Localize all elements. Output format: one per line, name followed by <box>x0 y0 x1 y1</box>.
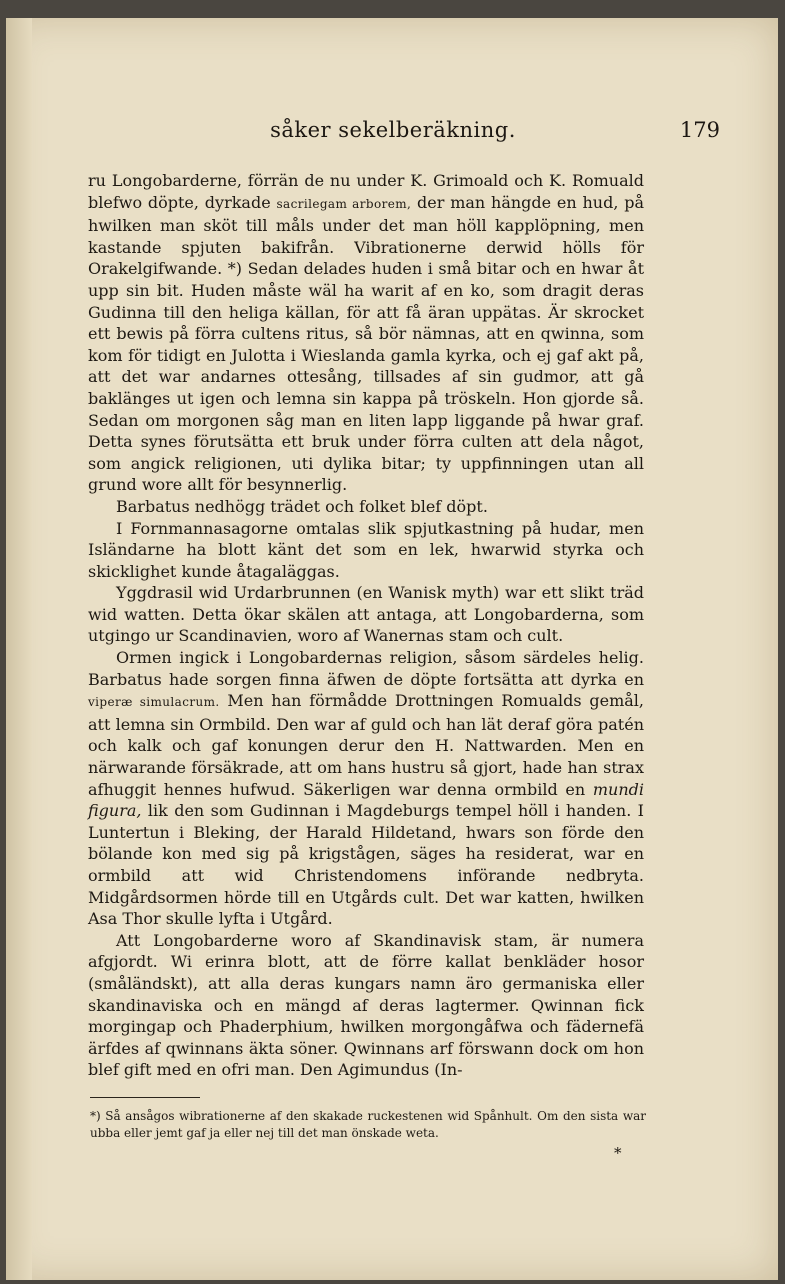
body-text <box>88 170 644 1081</box>
paragraph-5 <box>88 647 644 930</box>
paragraph-5-text-b: Men han förmådde Drottningen Romualds gemål, att lemna sin Ormbild. Den war af guld och han lät deraf göra patén och kalk och gaf konungen derur den H. Nattwarden. Men en närwarande försäkrade, att om hans hustru så gjort, hade han strax afhuggit hennes hufwud. Säkerligen war denna ormbild en <box>88 691 645 799</box>
paragraph-1 <box>88 170 644 496</box>
book-page <box>6 18 778 1280</box>
running-head: såker sekelberäkning. <box>270 118 516 142</box>
paragraph-1-text-b: der man hängde en hud, på hwilken man sköt till måls under det man höll kapplöpning, men kastande spjuten bakifrån. Vibrationerne derwid hölls för Orakelgifwande. *) Sedan delades huden i små bitar och en hwar åt upp sin bit. Huden måste wäl ha warit af en ko, som dragit deras Gudinna till den heliga källan, för att få äran uppätas. Är skrocket ett bewis på förra cultens ritus, så bör nämnas, att en qwinna, som kom för tidigt en Julotta i Wieslanda gamla kyrka, och ej gaf akt på, att det war andarnes ottesång, tillsades af sin gudmor, att gå baklänges ut igen och lemna sin kappa på tröskeln. Hon gjorde så. Sedan om morgonen såg man en liten lapp liggande på hwar graf. Detta synes förutsätta ett bruk under förra culten att dela något, som angick religionen, uti dylika bitar; ty uppfinningen utan all grund wore allt för besynnerlig. <box>88 192 645 495</box>
footnote <box>90 1108 646 1142</box>
latin-phrase-viperae: viperæ simulacrum. <box>88 695 220 710</box>
signature-mark: * <box>614 1144 622 1162</box>
page-spine-shadow <box>6 18 32 1280</box>
paragraph-2: Barbatus nedhögg trädet och folket blef döpt. <box>116 496 488 516</box>
paragraph-5-text-c: lik den som Gudinnan i Magdeburgs tempel höll i handen. I Luntertun i Bleking, der Harald Hildetand, hwars son förde den bölande kon med sig på krigstågen, säges ha residerat, war en ormbild att wid Christendomens införande nedbryta. Midgårdsormen hörde till en Utgårds cult. Det war katten, hwilken Asa Thor skulle lyfta i Utgård. <box>88 801 644 929</box>
paragraph-4: Yggdrasil wid Urdarbrunnen (en Wanisk myth) war ett slikt träd wid watten. Detta ökar skälen att antaga, att Longobarderna, som utgingo ur Scandinavien, woro af Wanernas stam och cult. <box>88 583 644 646</box>
paragraph-5-text: Ormen ingick i Longobardernas religion, såsom särdeles helig. Barbatus hade sorgen finna äfwen de döpte fortsätta att dyrka en <box>88 648 644 689</box>
paragraph-6: Att Longobarderne woro af Skandinavisk stam, är numera afgjordt. Wi erinra blott, att de förre kallat benkläder hosor (småländskt), att alla deras kungars namn äro germaniska eller skandinaviska och en mängd af deras lagtermer. Qwinnan fick morgingap och Phaderphium, hwilken morgongåfwa och fädernefä ärfdes af qwinnans äkta söner. Qwinnans arf förswann dock om hon blef gift med en ofri man. Den Agimundus (In- <box>88 930 644 1080</box>
footnote-rule <box>90 1097 200 1098</box>
page-header <box>66 118 720 158</box>
paragraph-3: I Fornmannasagorne omtalas slik spjutkastning på hudar, men Isländarne ha blott känt det som en lek, hwarwid styrka och skicklighet kunde åtagaläggas. <box>88 518 644 581</box>
page-number: 179 <box>679 118 720 142</box>
italic-phrase-mundi-figura: mundi figura, <box>88 779 644 821</box>
latin-phrase: sacrilegam arborem, <box>276 196 412 211</box>
footnote-text: *) Så ansågos wibrationerne af den skakade ruckestenen wid Spånhult. Om den sista war ubba eller jemt gaf ja eller nej till det man önskade weta. <box>90 1109 646 1140</box>
paragraph-1-text: ru Longobarderne, förrän de nu under K. Grimoald och K. Romuald blefwo döpte, dyrkade <box>88 171 644 212</box>
